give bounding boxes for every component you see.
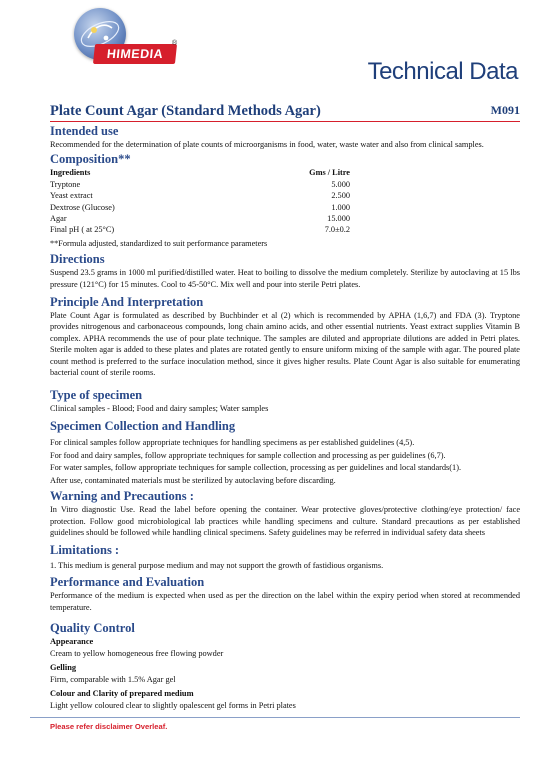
specimen-handling-line: For clinical samples follow appropriate techniques for handling specimens as per established guidelines (4,5).: [50, 437, 415, 447]
qc-value-appearance: Cream to yellow homogeneous free flowing powder: [50, 648, 224, 658]
footer-divider: [30, 717, 520, 718]
qc-label-colour-clarity: Colour and Clarity of prepared medium: [50, 689, 194, 699]
disclaimer-note: Please refer disclaimer Overleaf.: [50, 722, 168, 731]
ingredient-amount: 2.500: [331, 191, 350, 201]
document-title: Plate Count Agar (Standard Methods Agar): [50, 103, 321, 119]
himedia-logo: [60, 8, 180, 88]
registered-mark: ®: [172, 40, 178, 47]
table-row: [50, 224, 350, 235]
specimen-handling-line: After use, contaminated materials must be sterilized by autoclaving before discarding.: [50, 475, 336, 485]
section-heading-composition: Composition**: [50, 152, 131, 167]
ingredients-column-header: Ingredients: [50, 168, 91, 178]
composition-header-row: [50, 167, 350, 178]
section-heading-principle: Principle And Interpretation: [50, 295, 204, 310]
performance-text: Performance of the medium is expected when used as per the direction on the label within the expiry period when stored at recommended temperature.: [50, 590, 520, 613]
ingredient-amount: 15.000: [327, 214, 350, 224]
intended-use-text: Recommended for the determination of plate counts of microorganisms in food, water, waste water and also from clinical samples.: [50, 140, 484, 149]
ingredient-name: Dextrose (Glucose): [50, 202, 115, 212]
logo-wordmark: HIMEDIA: [93, 44, 177, 64]
specimen-handling-line: For water samples, follow appropriate techniques for sample collection, processing as per guidelines and local standards(1).: [50, 463, 462, 473]
ingredient-name: Yeast extract: [50, 191, 93, 201]
table-row: [50, 179, 350, 190]
principle-text: Plate Count Agar is formulated as described by Buchbinder et al (2) which is recommended by APHA (1,6,7) and FDA (3). Tryptone provides nitrogenous and carbonaceous compounds, long chain amino acids, and other essential nutrients. Yeast extract supplies Vitamin B complex. APHA recommends the use of pour plate technique. The samples are diluted and appropriate dilutions are added in Petri plates. Sterile molten agar is added to these plates and plates are rotated gently to ensure uniform mixing of the sample with agar. The poured plate count method is preferred to the surface inoculation method, since it gives higher results. Plate Count Agar is also suitable for enumerating bacterial count of sterile rooms.: [50, 311, 520, 378]
document-title-row: [50, 103, 520, 122]
section-heading-directions: Directions: [50, 252, 105, 267]
amount-column-header: Gms / Litre: [309, 168, 350, 178]
composition-footnote: **Formula adjusted, standardized to suit performance parameters: [50, 238, 268, 248]
table-row: [50, 202, 350, 213]
ingredient-name: Final pH ( at 25°C): [50, 225, 115, 235]
section-heading-intended-use: Intended use: [50, 124, 119, 138]
ingredient-amount: 5.000: [331, 179, 350, 189]
document-body: [50, 103, 520, 711]
composition-table: [50, 167, 350, 235]
specimen-handling-line: For food and dairy samples, follow appropriate techniques for sample collection and processing as per guidelines (6,7).: [50, 450, 446, 460]
section-heading-limitations: Limitations :: [50, 542, 120, 557]
ingredient-name: Agar: [50, 214, 67, 224]
product-code: M091: [490, 103, 520, 117]
section-heading-quality-control: Quality Control: [50, 621, 135, 636]
ingredient-amount: 1.000: [331, 202, 350, 212]
limitations-text: 1. This medium is general purpose medium and may not support the growth of fastidious organisms.: [50, 560, 384, 570]
qc-value-colour-clarity: Light yellow coloured clear to slightly opalescent gel forms in Petri plates: [50, 700, 296, 710]
page-header: [0, 0, 550, 100]
table-row: [50, 190, 350, 201]
ingredient-amount: 7.0±0.2: [324, 225, 350, 235]
section-heading-specimen-handling: Specimen Collection and Handling: [50, 418, 236, 433]
technical-data-title: Technical Data: [367, 58, 518, 85]
qc-label-appearance: Appearance: [50, 637, 94, 647]
section-heading-performance: Performance and Evaluation: [50, 574, 205, 589]
section-heading-specimen-type: Type of specimen: [50, 387, 143, 402]
specimen-type-text: Clinical samples - Blood; Food and dairy samples; Water samples: [50, 403, 269, 413]
ingredient-name: Tryptone: [50, 179, 81, 189]
section-heading-warnings: Warning and Precautions :: [50, 489, 194, 504]
qc-value-gelling: Firm, comparable with 1.5% Agar gel: [50, 674, 176, 684]
table-row: [50, 213, 350, 224]
qc-label-gelling: Gelling: [50, 663, 77, 673]
warnings-text: In Vitro diagnostic Use. Read the label before opening the container. Wear protective gloves/protective clothing/eye protection/ face protection. Follow good microbiological lab practices while handling specimens and culture. Standard precautions as per established guidelines should be followed while handling clinical specimens. Safety guidelines may be referred in individual safety data sheets: [50, 505, 520, 538]
directions-text: Suspend 23.5 grams in 1000 ml purified/distilled water. Heat to boiling to dissolve the medium completely. Sterilize by autoclaving at 15 lbs pressure (121°C) for 15 minutes. Cool to 45-50°C. Mix well and pour into sterile Petri plates.: [50, 268, 520, 289]
